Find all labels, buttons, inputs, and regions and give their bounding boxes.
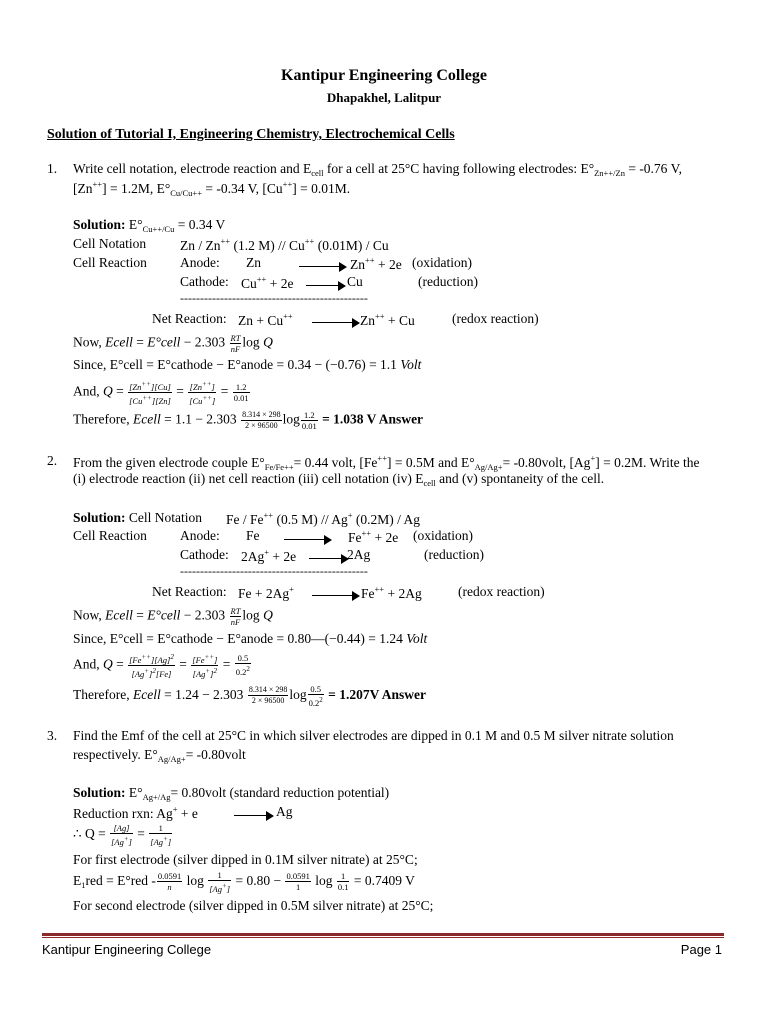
question-1-line-2: [Zn++] = 1.2M, $E^\circ_{Cu/Cu++} = -0.34$ V, [Cu++] = 0.01M.: [73, 179, 351, 198]
q1-therefore-eq: Therefore, Ecell = 1.1 − 2.303 $\frac{8.314 \times 298}{2 \times 96500}$ log $\frac{1.2}{0.01}$ = 1.038 V Answer: [73, 410, 424, 431]
q3-reduction-rxn: Reduction rxn: Ag+ + e: [73, 804, 198, 821]
q2-and-eq: And, Q = $\frac{[Fe^{++}][Ag]^2}{[Ag^+]^2[Fe]}$ = $\frac{[Fe^{++}]}{[Ag^+]^2}$ = $\frac{0.5}{0.2^2}$: [73, 653, 250, 679]
q2-net-note: (redox reaction): [458, 584, 545, 599]
q1-cathode-label: Cathode:: [180, 274, 229, 289]
arrow-icon: [306, 587, 366, 603]
q1-cathode-note: (reduction): [418, 274, 478, 289]
q1-cell-notation: Zn / Zn++ (1.2 M) // Cu++ (0.01M) / Cu: [180, 236, 389, 253]
q3-q-eq: ∴ Q = $\frac{[Ag]}{[Ag^+]}$ = $\frac{1}{[Ag^+]}$: [73, 823, 172, 847]
arrow-icon: [293, 258, 353, 274]
q3-reduction-right: Ag: [276, 804, 293, 819]
q1-net-note: (redox reaction): [452, 311, 539, 326]
q2-solution: Solution: Cell Notation: [73, 510, 203, 525]
divider-dashes: -----------------------------------------------: [180, 291, 368, 305]
q1-and-eq: And, Q = $\frac{[Zn^{++}][Cu]}{[Cu^{++}][Zn]}$ = $\frac{[Zn^{++}]}{[Cu^{++}]}$ = $\frac{1.2}{0.01}$: [73, 380, 249, 406]
question-1-line-1: Write cell notation, electrode reaction and $E_{cell}$ for a cell at 25°C having following electrodes: $E^\circ_{Zn++/Zn} = -0.76$ V,: [73, 161, 682, 178]
section-heading: Solution of Tutorial I, Engineering Chemistry, Electrochemical Cells: [47, 127, 455, 142]
footer-college: Kantipur Engineering College: [42, 942, 212, 957]
q2-therefore-eq: Therefore, Ecell = 1.24 − 2.303 $\frac{8.314 \times 298}{2 \times 96500}$ log $\frac{0.5}{0.2^2}$ = 1.207V Answer: [73, 684, 426, 708]
page-subtitle: Dhapakhel, Lalitpur: [326, 90, 442, 105]
question-number-2: 2.: [47, 453, 58, 468]
q1-cathode-left: Cu++ + 2e: [241, 274, 294, 291]
q2-anode-note: (oxidation): [413, 528, 473, 543]
question-3-line-2: respectively. $E^\circ_{Ag/Ag+}=$ -0.80volt: [73, 747, 246, 764]
q2-net-label: Net Reaction:: [152, 584, 227, 599]
q1-net-right: Zn++ + Cu: [360, 311, 415, 328]
q2-cathode-right: 2Ag: [347, 547, 371, 562]
q2-net-left: Fe + 2Ag+: [238, 584, 294, 601]
q2-anode-right: Fe++ + 2e: [348, 528, 399, 545]
q3-e1-eq: $E_1red = E^\circ red$ - $\frac{0.0591}{n}$ log $\frac{1}{[Ag^+]}$ = 0.80 − $\frac{0.0591}{1}$ log $\frac{1}{0.1}$ = 0.7409 V: [73, 870, 415, 894]
q2-cathode-note: (reduction): [424, 547, 484, 562]
footer-page-number: Page 1: [680, 942, 722, 957]
q2-now-eq: Now, Ecell = E°cell − 2.303 $\frac{RT}{nF}$ log Q: [73, 606, 273, 627]
footer-rule: [42, 933, 724, 936]
q2-cell-notation: Fe / Fe++ (0.5 M) // Ag+ (0.2M) / Ag: [226, 510, 421, 527]
q2-net-right: Fe++ + 2Ag: [361, 584, 422, 601]
question-number-1: 1.: [47, 161, 58, 176]
arrow-icon: [306, 314, 366, 330]
q2-cell-reaction-label: Cell Reaction: [73, 528, 147, 543]
q2-cathode-left: 2Ag+ + 2e: [241, 547, 297, 564]
q1-solution: Solution: $E^\circ_{Cu++/Cu} = 0.34$ V: [73, 217, 226, 234]
question-number-3: 3.: [47, 728, 58, 743]
q1-since-eq: Since, E°cell = E°cathode − E°anode = 0.34 − (−0.76) = 1.1 Volt: [73, 357, 422, 372]
q1-cell-notation-label: Cell Notation: [73, 236, 147, 251]
q2-cathode-label: Cathode:: [180, 547, 229, 562]
q1-net-left: Zn + Cu++: [238, 311, 293, 328]
question-3-line-1: Find the Emf of the cell at 25°C in which silver electrodes are dipped in 0.1 M and 0.5 M silver nitrate solution: [73, 728, 674, 743]
q1-anode-left: Zn: [246, 255, 261, 270]
q2-anode-left: Fe: [246, 528, 260, 543]
question-2-line-1: From the given electrode couple $E^\circ_{Fe/Fe++}= 0.44$ volt, [Fe++] = 0.5M and $E^\circ_{Ag/Ag+}=$ -0.80volt, [Ag+] = 0.2M. Write the: [73, 453, 700, 472]
q3-solution: Solution: $E^\circ_{Ag+/Ag}=$ 0.80volt (standard reduction potential): [73, 785, 390, 802]
q3-second-electrode: For second electrode (silver dipped in 0.5M silver nitrate) at 25°C;: [73, 898, 434, 913]
q2-anode-label: Anode:: [180, 528, 220, 543]
q1-anode-note: (oxidation): [412, 255, 472, 270]
q2-since-eq: Since, E°cell = E°cathode − E°anode = 0.80—(−0.44) = 1.24 Volt: [73, 631, 428, 646]
question-2-line-2: (i) electrode reaction (ii) net cell reaction (iii) cell notation (iv) $E_{cell}$ and (v) spontaneity of the cell.: [73, 471, 605, 488]
q3-first-electrode: For first electrode (silver dipped in 0.1M silver nitrate) at 25°C;: [73, 852, 418, 867]
q1-anode-right: Zn++ + 2e: [350, 255, 402, 272]
q1-cathode-right: Cu: [347, 274, 363, 289]
q1-now-eq: Now, Ecell = E°cell − 2.303 $\frac{RT}{nF}$ log Q: [73, 333, 273, 354]
q1-net-label: Net Reaction:: [152, 311, 227, 326]
arrow-icon: [228, 807, 280, 823]
arrow-icon: [278, 531, 338, 547]
footer-rule-thin: [42, 937, 724, 938]
page-title: Kantipur Engineering College: [281, 67, 487, 84]
q1-cell-reaction-label: Cell Reaction: [73, 255, 147, 270]
divider-dashes: -----------------------------------------------: [180, 564, 368, 578]
q1-anode-label: Anode:: [180, 255, 220, 270]
